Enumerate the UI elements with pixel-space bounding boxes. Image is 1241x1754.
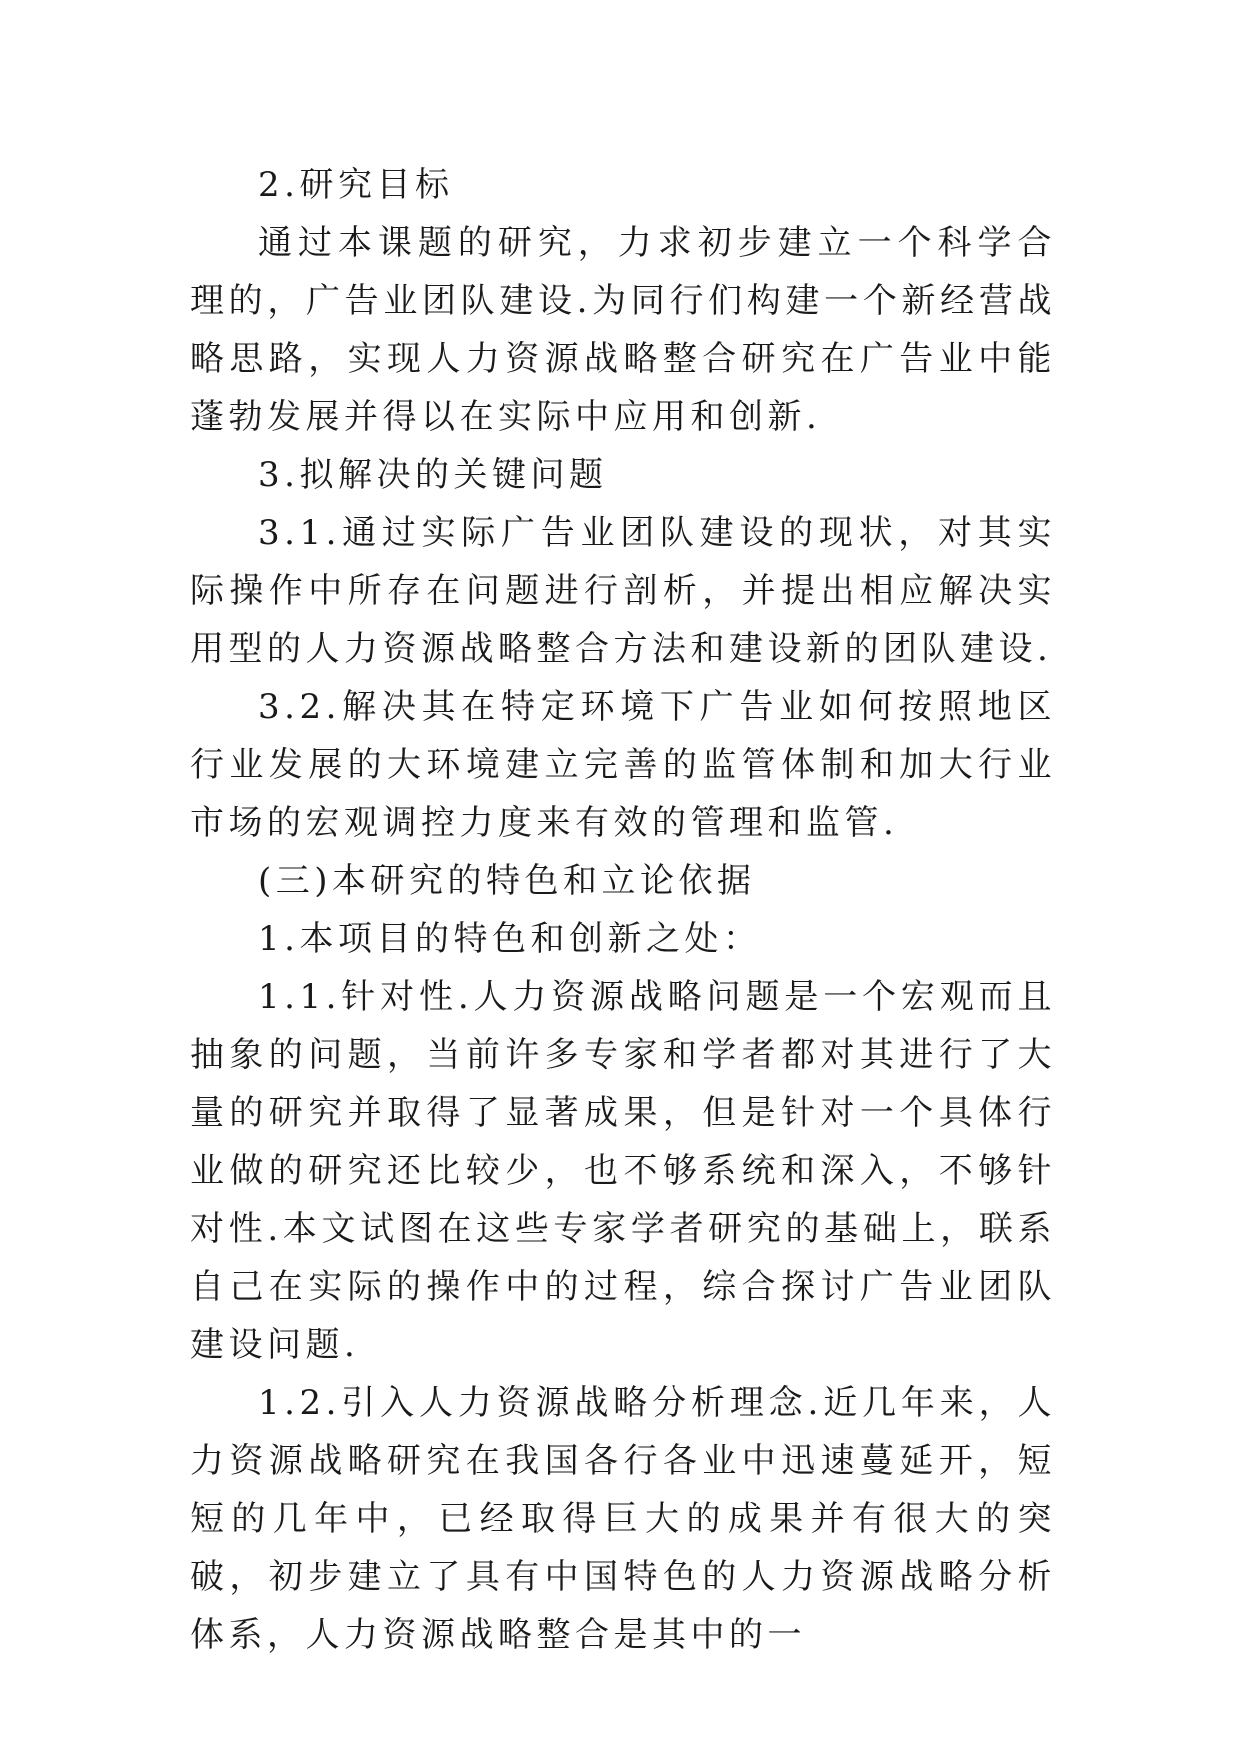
section-heading-key-problems: 3.拟解决的关键问题 (258, 455, 608, 495)
paragraph-feature-1-1: 1.1.针对性.人力资源战略问题是一个宏观而且抽象的问题，当前许多专家和学者都对其进行了大量的研究并取得了显著成果，但是针对一个具体行业做的研究还比较少，也不够系统和深入，不够针对性.本文试图在这些专家学者研究的基础上，联系自己在实际的操作中的过程，综合探讨广告业团队建设问题. (190, 977, 1056, 1365)
section-heading-research-goal: 2.研究目标 (258, 165, 454, 205)
document-body (190, 156, 1056, 1664)
section-heading-innovation: 1.本项目的特色和创新之处： (258, 919, 762, 959)
section-heading-features-basis: (三)本研究的特色和立论依据 (258, 861, 756, 901)
paragraph-feature-1-2: 1.2.引入人力资源战略分析理念.近几年来，人力资源战略研究在我国各行各业中迅速蔓延开，短短的几年中，已经取得巨大的成果并有很大的突破，初步建立了具有中国特色的人力资源战略分析体系，人力资源战略整合是其中的一 (190, 1383, 1056, 1655)
paragraph-research-goal: 通过本课题的研究，力求初步建立一个科学合理的，广告业团队建设.为同行们构建一个新经营战略思路，实现人力资源战略整合研究在广告业中能蓬勃发展并得以在实际中应用和创新. (190, 223, 1056, 437)
paragraph-problem-3-1: 3.1.通过实际广告业团队建设的现状，对其实际操作中所存在问题进行剖析，并提出相应解决实用型的人力资源战略整合方法和建设新的团队建设. (190, 513, 1056, 669)
paragraph-problem-3-2: 3.2.解决其在特定环境下广告业如何按照地区行业发展的大环境建立完善的监管体制和加大行业市场的宏观调控力度来有效的管理和监管. (190, 687, 1056, 843)
